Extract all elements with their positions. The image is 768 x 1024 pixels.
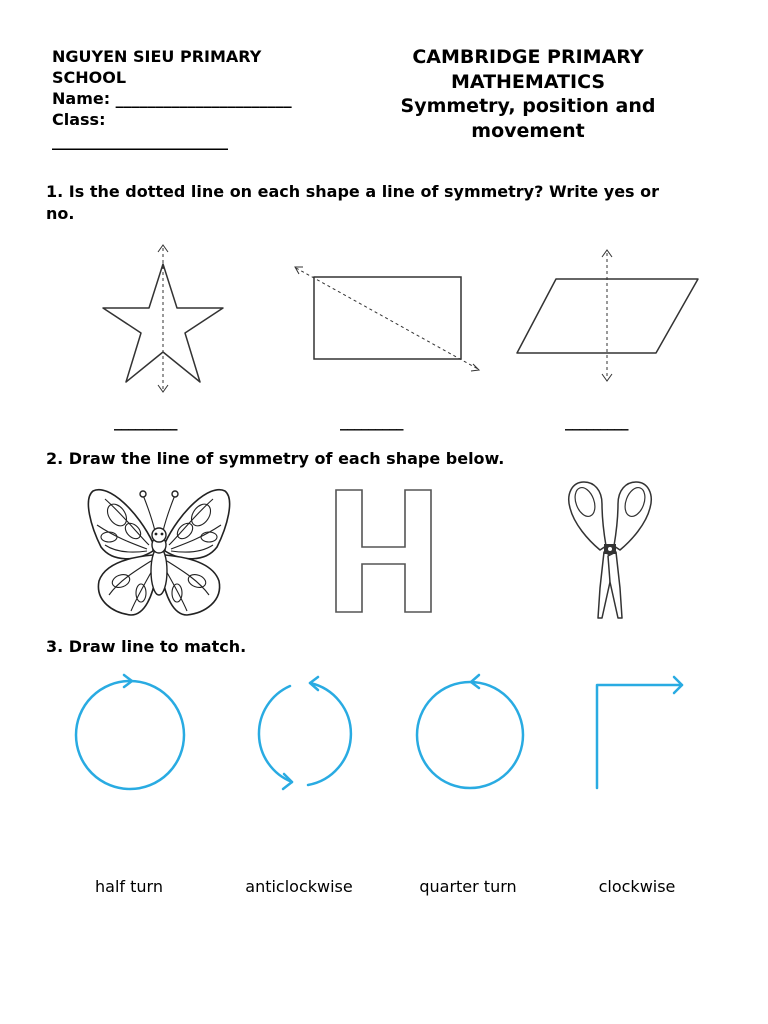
answer-blank-3[interactable]: _________: [565, 413, 628, 431]
question-2: 2. Draw the line of symmetry of each shape below.: [46, 449, 505, 468]
half-turn-arrows-icon: [259, 677, 351, 789]
answer-blank-1[interactable]: _________: [114, 413, 177, 431]
letter-h-icon: [333, 487, 435, 615]
question-1: [46, 181, 736, 225]
scissors-icon: [564, 478, 656, 622]
school-name-line1: NGUYEN SIEU PRIMARY: [52, 47, 262, 66]
question-1-line1: 1. Is the dotted line on each shape a line of symmetry? Write yes or: [46, 182, 660, 201]
answer-blank-2[interactable]: _________: [340, 413, 403, 431]
label-clockwise[interactable]: clockwise: [598, 877, 676, 896]
question-3: 3. Draw line to match.: [46, 637, 247, 656]
name-field[interactable]: Name: ______________________: [52, 89, 292, 108]
title-line2: MATHEMATICS: [450, 70, 606, 93]
title-line1: CAMBRIDGE PRIMARY: [412, 46, 644, 68]
question-1-line2: no.: [46, 204, 75, 223]
rectangle-icon: [290, 262, 485, 374]
school-name-line2: SCHOOL: [52, 68, 127, 87]
star-icon: [100, 242, 226, 394]
full-turn-arrow-icon: [76, 675, 184, 789]
worksheet-title: [378, 45, 678, 143]
anticlockwise-arrow-icon: [417, 675, 523, 788]
right-angle-arrow-icon: [597, 677, 682, 788]
label-quarter-turn[interactable]: quarter turn: [419, 877, 517, 896]
turn-diagrams: [70, 668, 700, 798]
school-header: [52, 46, 352, 151]
butterfly-icon: [87, 485, 231, 619]
class-field-label: Class:: [52, 110, 106, 129]
subtitle-line2: movement: [471, 119, 585, 142]
class-field-blank[interactable]: ______________________: [52, 131, 228, 150]
subtitle-line1: Symmetry, position and: [400, 95, 656, 117]
label-half-turn[interactable]: half turn: [95, 877, 163, 896]
label-anticlockwise[interactable]: anticlockwise: [245, 877, 353, 896]
parallelogram-icon: [514, 247, 702, 384]
